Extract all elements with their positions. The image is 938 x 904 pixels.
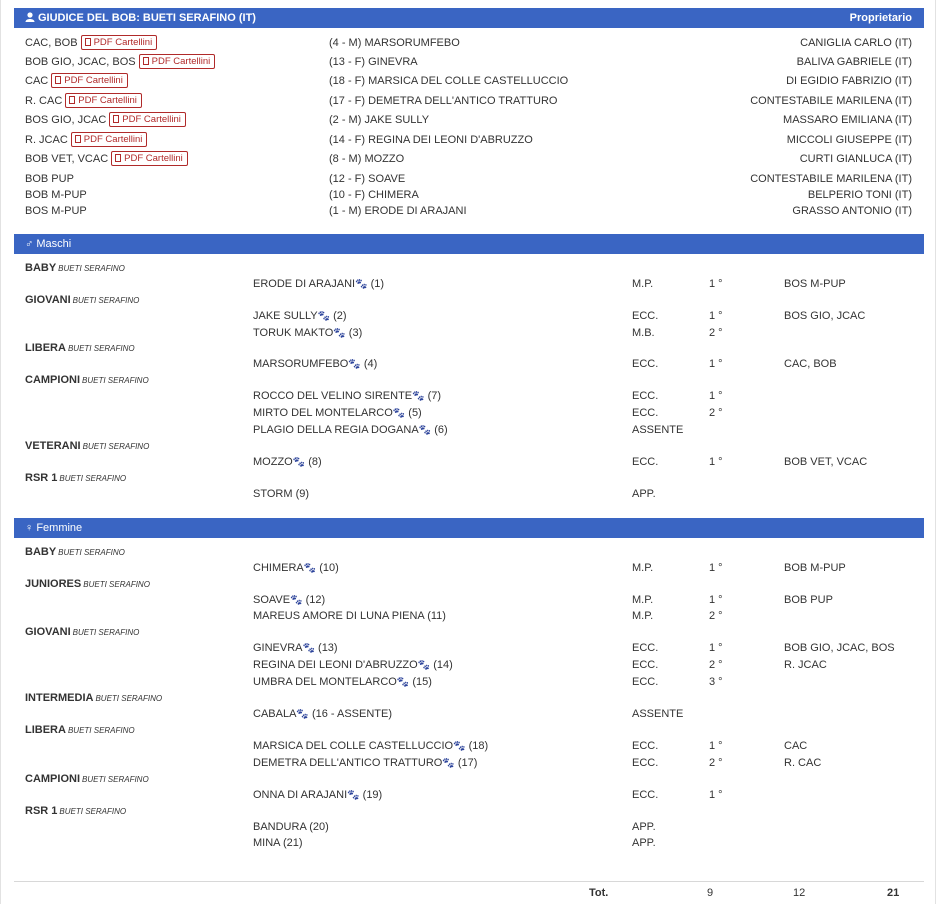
catalog-number: (1) — [370, 278, 385, 290]
dog-name[interactable]: PLAGIO DELLA REGIA DOGANA — [253, 424, 419, 436]
paw-icon[interactable]: 🐾 — [453, 741, 466, 752]
placement: 1 ° — [709, 642, 723, 654]
result-row — [1, 706, 937, 722]
pdf-label: PDF Cartellini — [124, 152, 183, 164]
pdf-cartellini-button[interactable] — [71, 132, 148, 147]
class-name: LIBERA — [25, 342, 66, 354]
award-row — [1, 151, 937, 167]
class-judge: BUETI SERAFINO — [67, 344, 135, 353]
paw-icon[interactable]: 🐾 — [392, 408, 406, 419]
catalog-number: (7) — [427, 390, 442, 402]
bob-judge-header — [14, 8, 924, 28]
totals-label: Tot. — [589, 887, 609, 899]
bob-judge-title: GIUDICE DEL BOB: BUETI SERAFINO (IT) — [38, 12, 256, 24]
owner-column-header: Proprietario — [849, 12, 912, 24]
award-dog: (1 - M) ERODE DI ARAJANI — [329, 205, 467, 217]
dog-cell — [253, 706, 392, 723]
dog-cell — [253, 787, 382, 804]
catalog-number: (2) — [333, 310, 347, 322]
males-section-title: Maschi — [36, 238, 72, 250]
class-heading — [25, 546, 125, 558]
class-heading — [25, 578, 150, 590]
placement: 1 ° — [709, 456, 723, 468]
catalog-number: (6) — [434, 424, 448, 436]
result-row — [1, 276, 937, 292]
class-name: GIOVANI — [25, 626, 71, 638]
class-judge: BUETI SERAFINO — [58, 264, 125, 273]
dog-name[interactable]: CHIMERA — [253, 562, 304, 574]
dog-cell — [253, 388, 441, 405]
placement: 1 ° — [709, 310, 723, 322]
class-judge: BUETI SERAFINO — [72, 296, 140, 305]
placement: 1 ° — [709, 390, 723, 402]
award-title-cell — [25, 93, 142, 109]
dog-name[interactable]: ERODE DI ARAJANI — [253, 278, 356, 290]
females-section-header — [14, 518, 924, 538]
award-title: BOB M-PUP — [25, 189, 87, 201]
class-name: LIBERA — [25, 724, 66, 736]
award-owner: GRASSO ANTONIO (IT) — [792, 205, 912, 217]
class-name: CAMPIONI — [25, 374, 80, 386]
pdf-file-icon — [115, 154, 121, 162]
dog-name[interactable]: MOZZO — [253, 456, 293, 468]
qualification: APP. — [632, 837, 656, 849]
placement: 1 ° — [709, 358, 723, 370]
award-title: R. CAC — [25, 95, 63, 107]
award-title: R. JCAC — [25, 134, 68, 146]
award-dog: (10 - F) CHIMERA — [329, 189, 419, 201]
dog-cell — [253, 486, 309, 502]
paw-icon[interactable]: 🐾 — [348, 359, 361, 370]
class-heading — [25, 342, 135, 354]
placement: 1 ° — [709, 278, 723, 290]
pdf-cartellini-button[interactable] — [65, 93, 142, 108]
qualification: M.P. — [632, 278, 654, 290]
result-row — [1, 592, 937, 608]
award-title: CAC, BOB — [25, 37, 78, 49]
paw-icon[interactable]: 🐾 — [347, 790, 360, 801]
result-row — [1, 325, 937, 341]
pdf-file-icon — [55, 76, 61, 84]
paw-icon[interactable]: 🐾 — [333, 328, 346, 339]
class-name: VETERANI — [25, 440, 81, 452]
dog-cell — [253, 657, 453, 674]
class-heading — [25, 724, 135, 736]
qualification: APP. — [632, 821, 656, 833]
pdf-file-icon — [75, 135, 81, 143]
class-name: BABY — [25, 546, 57, 558]
class-heading — [25, 440, 149, 452]
dog-cell — [253, 755, 477, 772]
class-judge: BUETI SERAFINO — [83, 580, 150, 589]
male-symbol-icon: ♂ — [25, 238, 37, 250]
pdf-cartellini-button[interactable] — [111, 151, 188, 166]
titles-awarded: R. CAC — [784, 757, 822, 769]
result-row — [1, 422, 937, 438]
dog-cell — [253, 422, 448, 439]
dog-cell — [253, 325, 362, 342]
placement: 1 ° — [709, 740, 723, 752]
user-icon — [25, 12, 35, 22]
award-row — [1, 187, 937, 203]
placement: 1 ° — [709, 562, 723, 574]
dog-cell — [253, 560, 339, 577]
dog-name[interactable]: MARSORUMFEBO — [253, 358, 349, 370]
dog-name[interactable]: SOAVE — [253, 594, 291, 606]
dog-name[interactable]: ONNA DI ARAJANI — [253, 789, 348, 801]
award-owner: BALIVA GABRIELE (IT) — [796, 56, 912, 68]
award-owner: CURTI GIANLUCA (IT) — [799, 153, 912, 165]
titles-awarded: R. JCAC — [784, 659, 827, 671]
pdf-cartellini-button[interactable] — [139, 54, 216, 69]
dog-name[interactable]: TORUK MAKTO — [253, 327, 334, 339]
result-row — [1, 755, 937, 771]
placement: 2 ° — [709, 757, 723, 769]
paw-icon[interactable]: 🐾 — [290, 595, 303, 606]
result-row — [1, 787, 937, 803]
result-row — [1, 674, 937, 690]
dog-cell — [253, 308, 347, 325]
class-judge: BUETI SERAFINO — [82, 376, 149, 385]
dog-name[interactable]: BANDURA — [253, 821, 307, 833]
qualification: ECC. — [632, 407, 659, 419]
placement: 2 ° — [709, 327, 723, 339]
result-row — [1, 308, 937, 324]
pdf-file-icon — [113, 115, 119, 123]
pdf-label: PDF Cartellini — [78, 94, 137, 106]
qualification: M.B. — [632, 327, 655, 339]
result-row — [1, 356, 937, 372]
result-row — [1, 560, 937, 576]
award-title: BOB PUP — [25, 173, 74, 185]
dog-cell — [253, 608, 446, 624]
catalog-number: (10) — [319, 562, 339, 574]
class-name: BABY — [25, 262, 57, 274]
class-heading — [25, 805, 126, 817]
totals-males: 9 — [707, 887, 714, 899]
paw-icon[interactable]: 🐾 — [355, 279, 368, 290]
qualification: ECC. — [632, 676, 659, 688]
class-judge: BUETI SERAFINO — [95, 694, 163, 703]
pdf-label: PDF Cartellini — [83, 133, 143, 145]
dog-name[interactable]: MINA — [253, 837, 280, 849]
award-title: BOS GIO, JCAC — [25, 114, 107, 126]
award-dog: (8 - M) MOZZO — [329, 153, 405, 165]
placement: 1 ° — [709, 789, 723, 801]
class-name: INTERMEDIA — [25, 692, 94, 704]
placement: 1 ° — [709, 594, 723, 606]
paw-icon[interactable]: 🐾 — [442, 758, 455, 769]
dog-cell — [253, 674, 432, 691]
dog-name[interactable]: MIRTO DEL MONTELARCO — [253, 407, 393, 419]
award-title: BOB GIO, JCAC, BOS — [25, 56, 136, 68]
result-row — [1, 835, 937, 851]
dog-cell — [253, 592, 325, 609]
paw-icon[interactable]: 🐾 — [303, 563, 317, 574]
dog-cell — [253, 738, 488, 755]
award-title: CAC — [25, 75, 49, 87]
catalog-number: (8) — [308, 456, 322, 468]
qualification: ECC. — [632, 358, 659, 370]
class-judge: BUETI SERAFINO — [72, 628, 140, 637]
males-section-header — [14, 234, 924, 254]
dog-name[interactable]: ROCCO DEL VELINO SIRENTE — [253, 390, 413, 402]
award-dog: (18 - F) MARSICA DEL COLLE CASTELLUCCIO — [329, 75, 569, 87]
titles-awarded: BOB VET, VCAC — [784, 456, 868, 468]
totals-females: 12 — [793, 887, 806, 899]
award-owner: MASSARO EMILIANA (IT) — [783, 114, 912, 126]
females-section-title: Femmine — [36, 522, 83, 534]
dog-cell — [253, 835, 303, 851]
dog-name[interactable]: DEMETRA DELL'ANTICO TRATTURO — [253, 757, 443, 769]
result-row — [1, 454, 937, 470]
award-row — [1, 112, 937, 128]
qualification: ECC. — [632, 310, 659, 322]
paw-icon[interactable]: 🐾 — [418, 425, 432, 436]
qualification: ECC. — [632, 642, 659, 654]
paw-icon[interactable]: 🐾 — [302, 643, 315, 654]
award-title-cell — [25, 35, 157, 51]
female-symbol-icon: ♀ — [25, 522, 37, 534]
result-row — [1, 819, 937, 835]
paw-icon[interactable]: 🐾 — [292, 457, 306, 468]
class-heading — [25, 472, 126, 484]
titles-awarded: BOS M-PUP — [784, 278, 846, 290]
totals-all: 21 — [887, 887, 900, 899]
placement: 2 ° — [709, 659, 723, 671]
dog-name[interactable]: REGINA DEI LEONI D'ABRUZZO — [253, 659, 418, 671]
dog-name[interactable]: MARSICA DEL COLLE CASTELLUCCIO — [253, 740, 454, 752]
award-title-cell — [25, 112, 186, 128]
class-name: CAMPIONI — [25, 773, 80, 785]
titles-awarded: BOB PUP — [784, 594, 833, 606]
award-row — [1, 203, 937, 219]
placement: 3 ° — [709, 676, 723, 688]
class-heading — [25, 626, 139, 638]
qualification: M.P. — [632, 562, 654, 574]
catalog-number: (13) — [318, 642, 338, 654]
catalog-number: (4) — [363, 358, 378, 370]
award-row — [1, 93, 937, 109]
result-row — [1, 388, 937, 404]
paw-icon[interactable]: 🐾 — [417, 660, 431, 671]
dog-name[interactable]: MAREUS AMORE DI LUNA PIENA — [253, 610, 425, 622]
class-heading — [25, 294, 139, 306]
award-owner: BELPERIO TONI (IT) — [807, 189, 912, 201]
award-dog: (17 - F) DEMETRA DELL'ANTICO TRATTURO — [329, 95, 558, 107]
catalog-number: (12) — [305, 594, 326, 606]
pdf-label: PDF Cartellini — [93, 36, 153, 48]
catalog-number: (16 - ASSENTE) — [311, 708, 393, 720]
dog-name[interactable]: STORM — [253, 488, 293, 500]
dog-cell — [253, 640, 338, 657]
result-row — [1, 486, 937, 502]
class-judge: BUETI SERAFINO — [67, 726, 135, 735]
pdf-file-icon — [69, 96, 75, 104]
award-title-cell — [25, 187, 87, 203]
award-title-cell — [25, 132, 147, 148]
award-row — [1, 171, 937, 187]
paw-icon[interactable]: 🐾 — [396, 677, 410, 688]
dog-cell — [253, 454, 322, 471]
pdf-file-icon — [143, 57, 149, 65]
catalog-number: (14) — [433, 659, 453, 671]
class-heading — [25, 692, 162, 704]
qualification: ECC. — [632, 789, 659, 801]
qualification: M.P. — [632, 610, 654, 622]
award-row — [1, 35, 937, 51]
qualification: ECC. — [632, 659, 659, 671]
titles-awarded: CAC, BOB — [784, 358, 837, 370]
dog-name[interactable]: JAKE SULLY — [253, 310, 318, 322]
qualification: ECC. — [632, 390, 659, 402]
award-title-cell — [25, 171, 74, 187]
qualification: M.P. — [632, 594, 654, 606]
dog-cell — [253, 276, 384, 293]
qualification: ECC. — [632, 456, 659, 468]
pdf-label: PDF Cartellini — [122, 113, 181, 125]
class-name: RSR 1 — [25, 472, 58, 484]
paw-icon[interactable]: 🐾 — [296, 709, 309, 720]
award-dog: (12 - F) SOAVE — [329, 173, 406, 185]
catalog-number: (18) — [468, 740, 489, 752]
award-row — [1, 132, 937, 148]
class-judge: BUETI SERAFINO — [59, 474, 127, 483]
result-row — [1, 608, 937, 624]
pdf-cartellini-button[interactable] — [81, 35, 158, 50]
award-title-cell — [25, 73, 128, 89]
award-title-cell — [25, 203, 87, 219]
award-title: BOS M-PUP — [25, 205, 87, 217]
award-owner: CONTESTABILE MARILENA (IT) — [750, 173, 912, 185]
award-title-cell — [25, 151, 188, 167]
result-row — [1, 640, 937, 656]
award-row — [1, 73, 937, 89]
qualification: ECC. — [632, 757, 659, 769]
catalog-number: (5) — [408, 407, 422, 419]
dog-cell — [253, 819, 329, 835]
award-owner: DI EGIDIO FABRIZIO (IT) — [786, 75, 912, 87]
qualification: ECC. — [632, 740, 659, 752]
placement: 2 ° — [709, 407, 723, 419]
result-row — [1, 657, 937, 673]
catalog-number: (15) — [412, 676, 432, 688]
catalog-number: (21) — [282, 837, 303, 849]
qualification: ASSENTE — [632, 424, 684, 436]
award-dog: (4 - M) MARSORUMFEBO — [329, 37, 460, 49]
titles-awarded: BOB GIO, JCAC, BOS — [784, 642, 895, 654]
titles-awarded: CAC — [784, 740, 808, 752]
class-heading — [25, 262, 125, 274]
class-name: JUNIORES — [25, 578, 82, 590]
titles-awarded: BOS GIO, JCAC — [784, 310, 866, 322]
award-owner: CONTESTABILE MARILENA (IT) — [750, 95, 912, 107]
class-name: GIOVANI — [25, 294, 71, 306]
class-judge: BUETI SERAFINO — [82, 775, 149, 784]
titles-awarded: BOB M-PUP — [784, 562, 846, 574]
pdf-file-icon — [85, 38, 91, 46]
pdf-cartellini-button[interactable] — [109, 112, 186, 127]
class-judge: BUETI SERAFINO — [59, 807, 127, 816]
dog-name[interactable]: GINEVRA — [253, 642, 303, 654]
dog-cell — [253, 405, 422, 422]
award-title: BOB VET, VCAC — [25, 153, 109, 165]
pdf-label: PDF Cartellini — [64, 74, 123, 86]
dog-name[interactable]: UMBRA DEL MONTELARCO — [253, 676, 397, 688]
catalog-number: (19) — [362, 789, 383, 801]
dog-name[interactable]: CABALA — [253, 708, 297, 720]
award-row — [1, 54, 937, 70]
pdf-label: PDF Cartellini — [151, 55, 211, 67]
catalog-number: (20) — [309, 821, 329, 833]
award-dog: (2 - M) JAKE SULLY — [329, 114, 430, 126]
award-owner: MICCOLI GIUSEPPE (IT) — [786, 134, 912, 146]
class-heading — [25, 773, 149, 785]
class-heading — [25, 374, 149, 386]
paw-icon[interactable]: 🐾 — [412, 391, 425, 402]
award-title-cell — [25, 54, 215, 70]
pdf-cartellini-button[interactable] — [51, 73, 128, 88]
class-judge: BUETI SERAFINO — [58, 548, 125, 557]
catalog-number: (17) — [457, 757, 478, 769]
paw-icon[interactable]: 🐾 — [317, 311, 331, 322]
award-dog: (13 - F) GINEVRA — [329, 56, 418, 68]
qualification: ASSENTE — [632, 708, 684, 720]
catalog-number: (9) — [295, 488, 310, 500]
catalog-number: (11) — [427, 610, 446, 622]
catalog-number: (3) — [348, 327, 363, 339]
class-judge: BUETI SERAFINO — [82, 442, 150, 451]
result-row — [1, 405, 937, 421]
totals-divider — [14, 881, 924, 882]
class-name: RSR 1 — [25, 805, 58, 817]
result-row — [1, 738, 937, 754]
award-dog: (14 - F) REGINA DEI LEONI D'ABRUZZO — [329, 134, 533, 146]
dog-cell — [253, 356, 377, 373]
award-owner: CANIGLIA CARLO (IT) — [800, 37, 912, 49]
placement: 2 ° — [709, 610, 723, 622]
qualification: APP. — [632, 488, 656, 500]
